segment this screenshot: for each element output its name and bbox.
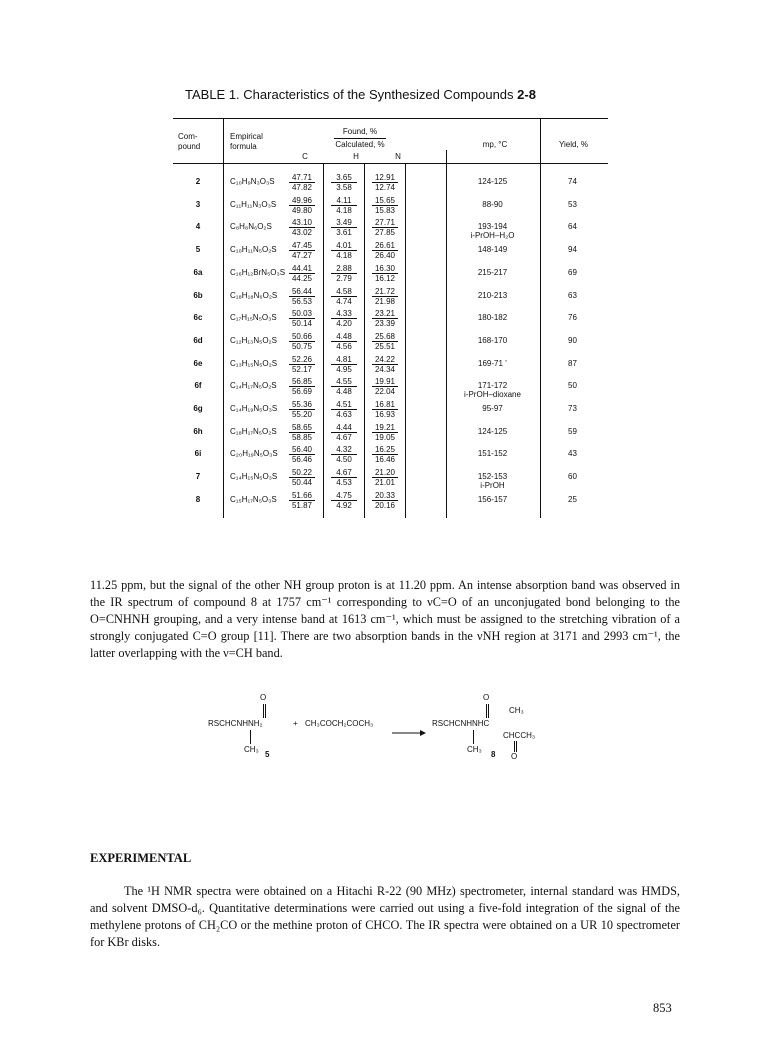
- n-calculated: 23.39: [374, 319, 396, 328]
- vline-2: [540, 118, 541, 518]
- c-found: 43.10: [289, 218, 315, 228]
- yield-cell: 64: [568, 222, 577, 231]
- c-calculated: 49.80: [291, 206, 313, 215]
- compound-cell: 6f: [194, 381, 202, 390]
- n-value-cell: [372, 445, 398, 464]
- h-found: 4.11: [331, 196, 357, 206]
- header-calculated: Calculated, %: [335, 140, 385, 149]
- h-value-cell: [331, 264, 357, 283]
- h-calculated: 4.20: [336, 319, 352, 328]
- header-c: C: [302, 152, 308, 161]
- n-value-cell: [372, 287, 398, 306]
- c-found: 47.71: [289, 173, 315, 183]
- h-value-cell: [331, 377, 357, 396]
- formula-cell: C₈H₈N₆O₂S: [230, 222, 272, 231]
- c-calculated: 56.69: [291, 387, 313, 396]
- h-found: 4.48: [331, 332, 357, 342]
- table-top-rule: [173, 118, 608, 119]
- c-value-cell: [289, 400, 315, 419]
- c-value-cell: [289, 218, 315, 237]
- c-found: 56.85: [289, 377, 315, 387]
- n-calculated: 16.46: [374, 455, 396, 464]
- n-value-cell: [372, 423, 398, 442]
- compound-cell: 2: [195, 177, 201, 186]
- c-calculated: 51.87: [291, 501, 313, 510]
- experimental-text: The ¹H NMR spectra were obtained on a Hitachi R-22 (90 MHz) spectrometer, internal standard was HMDS, and solvent DMSO-d₆. Quantitative determinations were carried out using a five-fold integration of the signal of the methylene protons of CH₂CO or the methine proton of CHCO. The IR spectra were obtained on a UR 10 spectrometer for KBr disks.: [90, 884, 680, 949]
- c-found: 52.26: [289, 355, 315, 365]
- c-value-cell: [289, 355, 315, 374]
- h-calculated: 4.53: [336, 478, 352, 487]
- header-n: N: [395, 152, 401, 161]
- h-value-cell: [331, 287, 357, 306]
- experimental-heading: EXPERIMENTAL: [90, 851, 192, 865]
- n-found: 23.21: [372, 309, 398, 319]
- formula-cell: C₁₀H₉N₃O₃S: [230, 177, 275, 186]
- c-found: 56.40: [289, 445, 315, 455]
- h-value-cell: [331, 445, 357, 464]
- header-h: H: [353, 152, 359, 161]
- scheme-bond-ch3-left: [250, 730, 251, 744]
- mp-cell: 95-97: [482, 404, 503, 413]
- n-value-cell: [372, 309, 398, 328]
- yield-cell: 25: [568, 495, 577, 504]
- n-value-cell: [372, 264, 398, 283]
- n-calculated: 24.34: [374, 365, 396, 374]
- mp-cell: 88-90: [482, 200, 503, 209]
- compound-cell: 3: [195, 200, 201, 209]
- yield-cell: 74: [568, 177, 577, 186]
- formula-cell: C₁₄H₁₅N₅O₃S: [230, 472, 278, 481]
- c-calculated: 47.27: [291, 251, 313, 260]
- compound-cell: 5: [195, 245, 201, 254]
- c-calculated: 50.44: [291, 478, 313, 487]
- h-found: 4.44: [331, 423, 357, 433]
- h-found: 4.51: [331, 400, 357, 410]
- c-value-cell: [289, 241, 315, 260]
- yield-cell: 76: [568, 313, 577, 322]
- yield-cell: 43: [568, 449, 577, 458]
- formula-cell: C₁₄H₁₇N₅O₂S: [230, 381, 277, 390]
- body-paragraph: [90, 577, 680, 662]
- formula-cell: C₁₇H₁₅N₅O₃S: [230, 313, 277, 322]
- table-header-rule: [173, 163, 608, 164]
- c-value-cell: [289, 377, 315, 396]
- mp-cell: 193-194: [477, 222, 508, 231]
- mp-cell: 148-149: [477, 245, 508, 254]
- n-found: 16.30: [372, 264, 398, 274]
- mp-cell: 180-182: [477, 313, 508, 322]
- h-found: 4.55: [331, 377, 357, 387]
- table-title: TABLE 1. Characteristics of the Synthesized Compounds 2-8: [185, 87, 536, 102]
- n-value-cell: [372, 468, 398, 487]
- compound-cell: 7: [195, 472, 201, 481]
- mp-cell: 171-172: [477, 381, 508, 390]
- yield-cell: 50: [568, 381, 577, 390]
- c-calculated: 56.53: [291, 297, 313, 306]
- n-found: 12.91: [372, 173, 398, 183]
- h-calculated: 2.79: [336, 274, 352, 283]
- c-calculated: 58.85: [291, 433, 313, 442]
- formula-cell: C₁₄H₁₉N₅O₃S: [230, 404, 278, 413]
- arrow-right-icon: [392, 730, 426, 736]
- c-calculated: 55.20: [291, 410, 313, 419]
- h-found: 4.75: [331, 491, 357, 501]
- n-found: 24.22: [372, 355, 398, 365]
- h-calculated: 4.63: [336, 410, 352, 419]
- h-found: 2.88: [331, 264, 357, 274]
- h-value-cell: [331, 173, 357, 192]
- scheme-bond-ch3-right: [473, 730, 474, 744]
- compound-cell: 8: [195, 495, 201, 504]
- header-formula: Empirical formula: [230, 132, 263, 151]
- h-calculated: 4.95: [336, 365, 352, 374]
- n-value-cell: [372, 173, 398, 192]
- n-calculated: 16.12: [374, 274, 396, 283]
- h-value-cell: [331, 332, 357, 351]
- mp-cell: 152-153: [477, 472, 508, 481]
- h-found: 4.32: [331, 445, 357, 455]
- n-calculated: 16.93: [374, 410, 396, 419]
- c-found: 47.45: [289, 241, 315, 251]
- n-found: 27.71: [372, 218, 398, 228]
- c-calculated: 47.82: [291, 183, 313, 192]
- scheme-reactant2: CH₃COCH₂COCH₃: [305, 719, 374, 728]
- h-value-cell: [331, 491, 357, 510]
- n-value-cell: [372, 241, 398, 260]
- h-found: 4.58: [331, 287, 357, 297]
- compound-cell: 4: [195, 222, 201, 231]
- h-calculated: 4.67: [336, 433, 352, 442]
- yield-cell: 87: [568, 359, 577, 368]
- scheme-bond-o2b: [488, 704, 489, 718]
- scheme-reactant1: RSCHCNHNH₂: [208, 719, 263, 728]
- header-yield: Yield, %: [558, 140, 589, 149]
- c-found: 50.66: [289, 332, 315, 342]
- h-value-cell: [331, 423, 357, 442]
- c-value-cell: [289, 264, 315, 283]
- vline-c: [323, 163, 324, 518]
- n-value-cell: [372, 400, 398, 419]
- h-found: 4.67: [331, 468, 357, 478]
- h-calculated: 4.18: [336, 251, 352, 260]
- n-value-cell: [372, 218, 398, 237]
- h-calculated: 4.56: [336, 342, 352, 351]
- h-found: 4.33: [331, 309, 357, 319]
- compound-cell: 6i: [194, 449, 202, 458]
- scheme-product-chcch3: CHCCH₃: [503, 731, 536, 740]
- yield-cell: 53: [568, 200, 577, 209]
- n-calculated: 21.98: [374, 297, 396, 306]
- mp-cell: 210-213: [477, 291, 508, 300]
- h-calculated: 4.92: [336, 501, 352, 510]
- formula-cell: C₁₆H₁₂BrN₅O₃S: [230, 268, 286, 277]
- header-compound: Com- pound: [178, 132, 201, 151]
- compound-cell: 6b: [193, 291, 203, 300]
- c-value-cell: [289, 423, 315, 442]
- formula-cell: C₁₃H₁₅N₅O₂S: [230, 359, 278, 368]
- n-value-cell: [372, 355, 398, 374]
- c-value-cell: [289, 196, 315, 215]
- n-found: 16.25: [372, 445, 398, 455]
- header-found: Found, %: [342, 127, 378, 136]
- c-found: 44.41: [289, 264, 315, 274]
- c-value-cell: [289, 332, 315, 351]
- h-value-cell: [331, 196, 357, 215]
- c-calculated: 43.02: [291, 228, 313, 237]
- yield-cell: 60: [568, 472, 577, 481]
- mp-cell: 156-157: [477, 495, 508, 504]
- c-found: 50.03: [289, 309, 315, 319]
- n-calculated: 12.74: [374, 183, 396, 192]
- n-found: 19.91: [372, 377, 398, 387]
- formula-cell: C₁₂H₁₃N₅O₂S: [230, 336, 277, 345]
- mp-cell: 169-71 ’: [478, 359, 507, 368]
- c-value-cell: [289, 468, 315, 487]
- h-calculated: 4.74: [336, 297, 352, 306]
- n-calculated: 26.40: [374, 251, 396, 260]
- scheme-bond-o1: [263, 704, 264, 718]
- mp-cell: 151-152: [477, 449, 508, 458]
- h-value-cell: [331, 309, 357, 328]
- scheme-label-5: 5: [265, 750, 270, 759]
- mp-cell: 168-170: [477, 336, 508, 345]
- c-value-cell: [289, 309, 315, 328]
- formula-cell: C₁₀H₁₁N₅O₂S: [230, 245, 277, 254]
- scheme-ch3-right: CH₃: [467, 745, 482, 754]
- vline-n2: [446, 150, 447, 518]
- scheme-bond-o2: [486, 704, 487, 718]
- solvent-cell: i-PrOH–H₂O: [470, 231, 515, 240]
- scheme-plus: +: [293, 719, 298, 728]
- h-calculated: 3.61: [336, 228, 352, 237]
- scheme-o2: O: [483, 693, 490, 702]
- mp-cell: 215-217: [477, 268, 508, 277]
- c-found: 49.96: [289, 196, 315, 206]
- c-found: 51.66: [289, 491, 315, 501]
- n-calculated: 19.05: [374, 433, 396, 442]
- h-value-cell: [331, 218, 357, 237]
- h-value-cell: [331, 400, 357, 419]
- scheme-ch3-left: CH₃: [244, 745, 259, 754]
- n-found: 21.72: [372, 287, 398, 297]
- compound-cell: 6d: [193, 336, 203, 345]
- c-calculated: 50.75: [291, 342, 313, 351]
- h-found: 4.81: [331, 355, 357, 365]
- yield-cell: 59: [568, 427, 577, 436]
- formula-cell: C₁₈H₁₈N₆O₂S: [230, 291, 278, 300]
- mp-cell: 124-125: [477, 427, 508, 436]
- c-value-cell: [289, 491, 315, 510]
- c-found: 55.36: [289, 400, 315, 410]
- body-text: 11.25 ppm, but the signal of the other NH group proton is at 11.20 ppm. An intense absorption band was observed in the IR spectrum of compound 8 at 1757 cm⁻¹ corresponding to νC=O of an unconjugated bond belonging to the O=CNHNH grouping, and a very intense band at 1613 cm⁻¹, which must be assigned to the stretching vibration of a strongly conjugated C=O group [11]. There are two absorption bands in the νNH region at 3171 and 2993 cm⁻¹, the latter overlapping with the ν=CH band.: [90, 578, 680, 660]
- compound-cell: 6h: [193, 427, 203, 436]
- page-number: 853: [653, 1001, 672, 1015]
- scheme-product-ch3-top: CH₃: [509, 706, 524, 715]
- h-calculated: 3.58: [336, 183, 352, 192]
- formula-cell: C₁₅H₁₇N₅O₃S: [230, 495, 277, 504]
- solvent-cell: i-PrOH: [480, 481, 505, 490]
- h-value-cell: [331, 355, 357, 374]
- n-calculated: 20.16: [374, 501, 396, 510]
- c-calculated: 50.14: [291, 319, 313, 328]
- scheme-bond-o3b: [516, 741, 517, 752]
- scheme-label-8: 8: [491, 750, 496, 759]
- n-value-cell: [372, 377, 398, 396]
- h-calculated: 4.48: [336, 387, 352, 396]
- n-found: 21.20: [372, 468, 398, 478]
- formula-cell: C₁₈H₁₇N₅O₂S: [230, 427, 277, 436]
- n-calculated: 22.04: [374, 387, 396, 396]
- c-value-cell: [289, 445, 315, 464]
- scheme-arrow: [392, 723, 426, 741]
- c-calculated: 44.25: [291, 274, 313, 283]
- solvent-cell: i-PrOH–dioxane: [464, 390, 521, 399]
- n-found: 16.81: [372, 400, 398, 410]
- yield-cell: 90: [568, 336, 577, 345]
- scheme-o3: O: [511, 752, 518, 761]
- n-found: 25.68: [372, 332, 398, 342]
- c-found: 58.65: [289, 423, 315, 433]
- compound-cell: 6e: [193, 359, 203, 368]
- c-found: 50.22: [289, 468, 315, 478]
- n-found: 19.21: [372, 423, 398, 433]
- found-underline: [334, 138, 386, 139]
- yield-cell: 94: [568, 245, 577, 254]
- h-calculated: 4.18: [336, 206, 352, 215]
- experimental-paragraph: [90, 883, 680, 951]
- compound-cell: 6g: [193, 404, 203, 413]
- n-calculated: 27.85: [374, 228, 396, 237]
- c-calculated: 56.46: [291, 455, 313, 464]
- scheme-bond-o3: [514, 741, 515, 752]
- mp-cell: 124-125: [477, 177, 508, 186]
- compound-cell: 6a: [193, 268, 203, 277]
- c-calculated: 52.17: [291, 365, 313, 374]
- h-found: 4.01: [331, 241, 357, 251]
- scheme-bond-o1b: [265, 704, 266, 718]
- scheme-o1: O: [260, 693, 267, 702]
- vline-1: [223, 118, 224, 518]
- n-calculated: 21.01: [374, 478, 396, 487]
- h-value-cell: [331, 241, 357, 260]
- h-found: 3.65: [331, 173, 357, 183]
- h-calculated: 4.50: [336, 455, 352, 464]
- vline-n: [405, 163, 406, 518]
- formula-cell: C₂₀H₁₉N₅O₃S: [230, 449, 278, 458]
- c-value-cell: [289, 173, 315, 192]
- n-value-cell: [372, 196, 398, 215]
- h-found: 3.49: [331, 218, 357, 228]
- yield-cell: 69: [568, 268, 577, 277]
- n-found: 26.61: [372, 241, 398, 251]
- h-value-cell: [331, 468, 357, 487]
- n-calculated: 15.83: [374, 206, 396, 215]
- header-mp: mp, °C: [482, 140, 508, 149]
- c-value-cell: [289, 287, 315, 306]
- formula-cell: C₁₁H₁₁N₃O₃S: [230, 200, 277, 209]
- n-calculated: 25.51: [374, 342, 396, 351]
- n-found: 15.65: [372, 196, 398, 206]
- n-value-cell: [372, 491, 398, 510]
- n-found: 20.33: [372, 491, 398, 501]
- compound-cell: 6c: [193, 313, 203, 322]
- yield-cell: 63: [568, 291, 577, 300]
- n-value-cell: [372, 332, 398, 351]
- scheme-product: RSCHCNHNHC: [432, 719, 490, 728]
- vline-h: [364, 163, 365, 518]
- yield-cell: 73: [568, 404, 577, 413]
- c-found: 56.44: [289, 287, 315, 297]
